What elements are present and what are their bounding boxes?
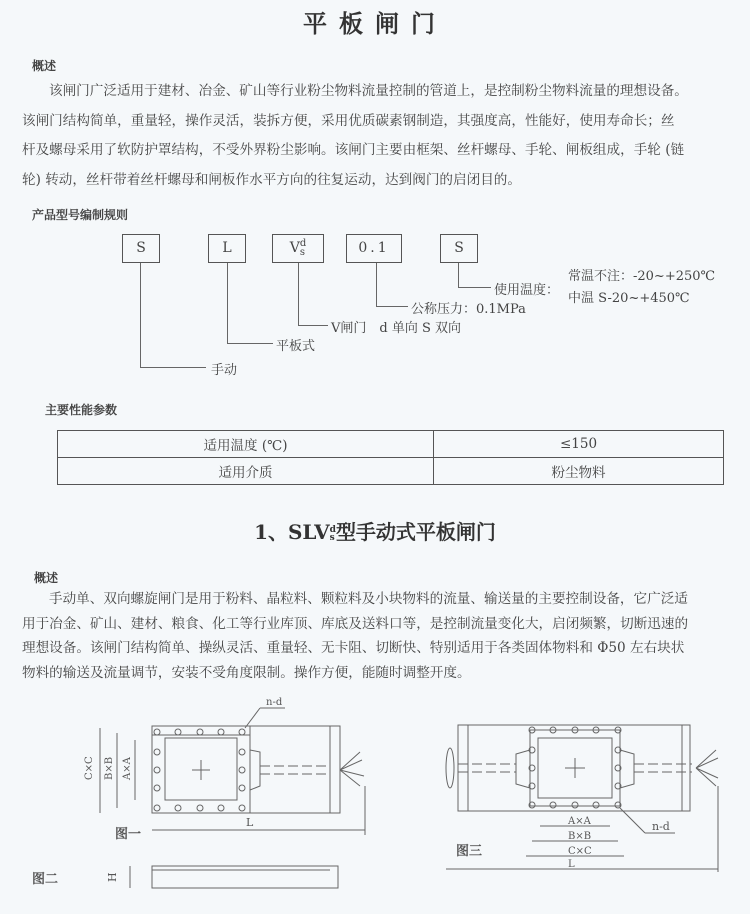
- gate-letter: V: [289, 240, 300, 256]
- fig-3-label: 图三: [456, 844, 483, 859]
- dim-bb: B×B: [104, 756, 115, 780]
- paragraph-line: 手动单、双向螺旋闸门是用于粉料、晶粒料、颗粒料及小块物料的流量、输送量的主要控制设备，它广泛适: [49, 591, 688, 607]
- figure-1-2-drawing: [32, 690, 380, 914]
- gate-sup: d: [299, 238, 307, 249]
- code-desc-temp-label: 使用温度：: [494, 283, 560, 298]
- code-box-temp: S: [440, 234, 478, 263]
- paragraph-line: 用于冶金、矿山、建材、粮食、化工等行业库顶、库底及送料口等，是控制流量变化大，启闭频繁，切断迅速的: [22, 615, 689, 632]
- code-box-flat: L: [208, 234, 246, 263]
- section-heading: [0, 516, 750, 545]
- dim-cc: C×C: [84, 756, 95, 780]
- heading-prefix: 1、SLV: [254, 520, 330, 544]
- dim-h: H: [106, 872, 119, 882]
- code-box-gate: [272, 234, 324, 263]
- overview-label-2: 概述: [34, 571, 59, 585]
- heading-sub: s: [329, 532, 335, 543]
- page-title: 平板闸门: [303, 9, 447, 38]
- code-box-pressure: 0.1: [346, 234, 402, 263]
- heading-suffix: 型手动式平板闸门: [335, 520, 496, 544]
- model-code-label: 产品型号编制规则: [32, 208, 129, 222]
- dim-bb: B×B: [568, 831, 592, 842]
- paragraph-line: 轮) 转动，丝杆带着丝杆螺母和闸板作水平方向的往复运动，达到阀门的启闭目的。: [22, 171, 521, 188]
- param-value: 粉尘物料: [434, 458, 724, 485]
- code-desc-flat: 平板式: [276, 339, 316, 354]
- param-value: ≤150: [434, 431, 724, 458]
- paragraph-line: 该闸门广泛适用于建材、冶金、矿山等行业粉尘物料流量控制的管道上，是控制粉尘物料流量的理想设备。: [49, 83, 688, 99]
- params-table: [57, 430, 724, 485]
- fig-1-label: 图一: [115, 827, 142, 842]
- dim-l: L: [246, 816, 254, 829]
- dim-aa: A×A: [122, 757, 133, 780]
- table-row: [58, 431, 724, 458]
- overview-paragraph-2: [22, 587, 734, 685]
- code-desc-pressure: 公称压力：0.1MPa: [411, 302, 526, 317]
- paragraph-line: 理想设备。该闸门结构简单、操纵灵活、重量轻、无卡阻、切断快、特别适用于各类固体物料和 Φ50 左右块状: [22, 640, 685, 656]
- param-name: 适用温度 (℃): [58, 431, 434, 458]
- code-desc-temp-medium: 中温 S-20~+450℃: [568, 291, 690, 306]
- dim-nd: n-d: [652, 820, 670, 833]
- figure-3-drawing: [430, 690, 750, 914]
- table-row: [58, 458, 724, 485]
- paragraph-line: 物料的输送及流量调节，安装不受角度限制。操作方便，能随时调整开度。: [22, 664, 471, 681]
- code-desc-temp-normal: 常温不注：-20~+250℃: [568, 269, 716, 284]
- params-label: 主要性能参数: [45, 403, 118, 417]
- heading-sup: d: [329, 524, 336, 535]
- code-desc-manual: 手动: [211, 363, 238, 378]
- paragraph-line: 杆及螺母采用了软防护罩结构，不受外界粉尘影响。该闸门主要由框架、丝杆螺母、手轮、闸板组成，手轮 (链: [22, 142, 685, 158]
- dim-aa: A×A: [568, 816, 591, 827]
- dim-nd: n-d: [266, 697, 283, 708]
- param-name: 适用介质: [58, 458, 434, 485]
- overview-paragraph: [22, 77, 734, 195]
- code-desc-gate: V闸门 d 单向 S 双向: [331, 321, 462, 336]
- fig-2-label: 图二: [32, 872, 59, 887]
- code-box-manual: S: [122, 234, 160, 263]
- overview-label: 概述: [32, 59, 57, 73]
- dim-l: L: [568, 859, 575, 870]
- gate-sub: s: [299, 247, 305, 258]
- dim-cc: C×C: [568, 846, 592, 857]
- paragraph-line: 该闸门结构简单，重量轻，操作灵活，装拆方便，采用优质碳素钢制造，其强度高，性能好，使用寿命长；丝: [22, 112, 675, 129]
